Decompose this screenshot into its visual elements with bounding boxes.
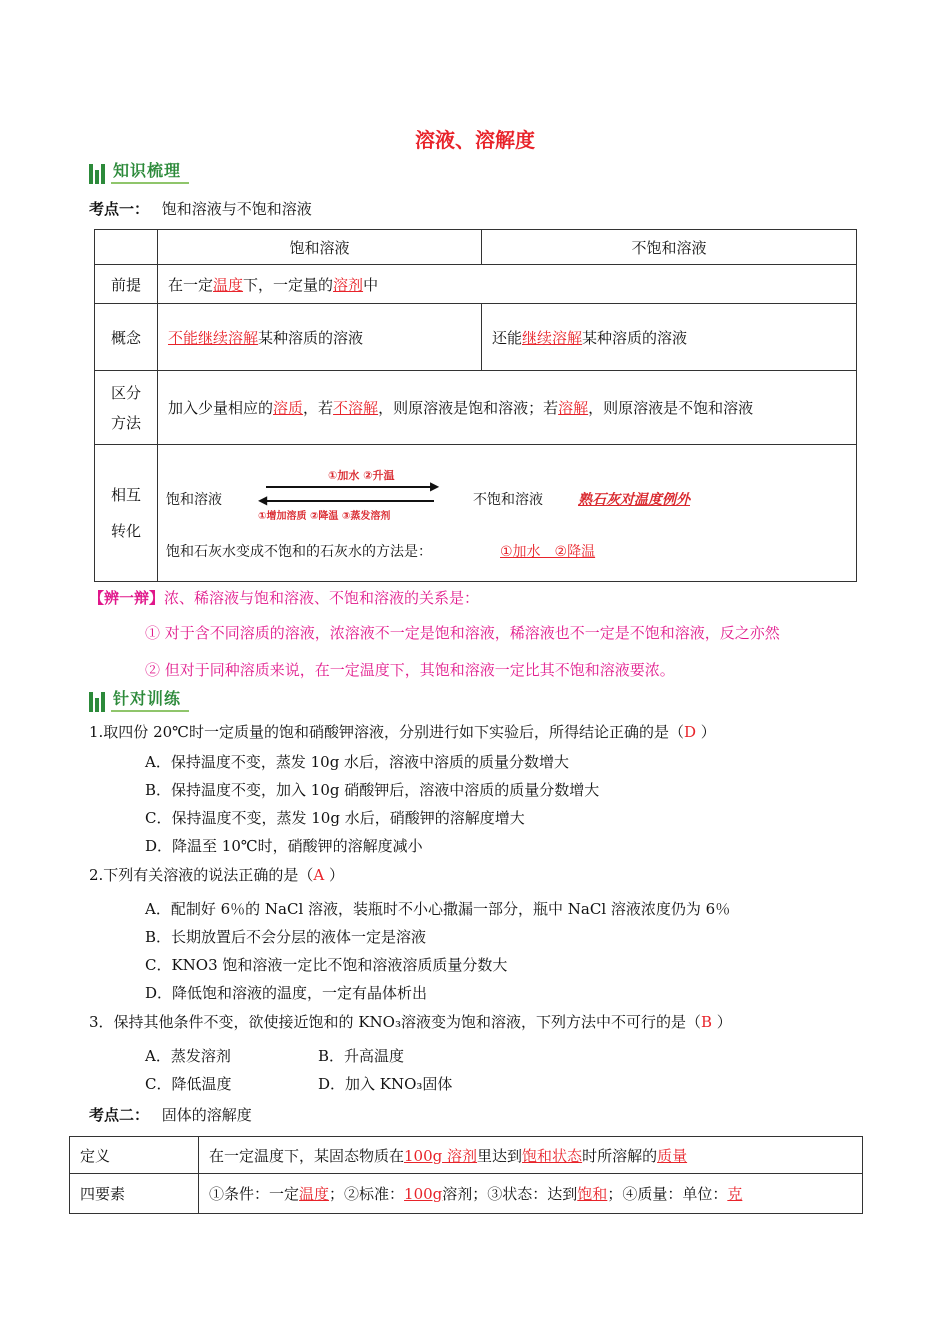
key-point-prefix: 考点二：	[89, 1106, 150, 1124]
text: ）	[324, 866, 344, 884]
text: 加入少量相应的	[168, 399, 274, 417]
saturation-table	[94, 229, 857, 582]
table-row-definition	[70, 1137, 863, 1174]
answer-text: 100g 溶剂	[404, 1146, 478, 1165]
row-label-line: 方法	[110, 413, 141, 432]
row-label: 前提	[95, 265, 158, 304]
key-point-prefix: 考点一：	[89, 200, 150, 218]
lime-water-answer: ①加水 ②降温	[500, 544, 596, 560]
table-header-row	[95, 230, 857, 265]
table-row-method	[95, 371, 857, 445]
text: 中	[363, 275, 379, 294]
concept-unsaturated-cell	[482, 304, 857, 371]
question-3-stem	[89, 1008, 732, 1036]
section-bars-icon	[89, 692, 105, 712]
key-point-1	[89, 198, 312, 219]
option-a: A．蒸发溶剂	[145, 1047, 231, 1065]
discussion-item-2: ② 但对于同种溶质来说，在一定温度下，其饱和溶液一定比其不饱和溶液要浓。	[145, 661, 675, 679]
table-row-concept	[95, 304, 857, 371]
row-label: 四要素	[70, 1174, 199, 1214]
solubility-table	[69, 1136, 863, 1214]
text: 2.下列有关溶液的说法正确的是（	[89, 866, 314, 884]
premise-cell	[158, 265, 857, 304]
answer-text: 温度	[213, 275, 244, 294]
row-label: 概念	[95, 304, 158, 371]
lime-water-text: 饱和石灰水变成不饱和的石灰水的方法是：	[166, 544, 432, 560]
definition-cell	[199, 1137, 863, 1174]
text: 里达到	[477, 1146, 523, 1165]
exception-note: 熟石灰对温度例外	[578, 492, 690, 508]
text: ；②标准：	[329, 1185, 405, 1203]
discussion-heading	[89, 587, 479, 608]
header-unsaturated: 不饱和溶液	[482, 230, 857, 265]
answer-text: 饱和	[577, 1185, 608, 1203]
answer-text: 100g	[404, 1185, 443, 1203]
page-title: 溶液、溶解度	[415, 128, 535, 152]
elements-cell	[199, 1174, 863, 1214]
section-bars-icon	[89, 164, 105, 184]
answer-text: 克	[727, 1185, 743, 1203]
row-label	[95, 445, 158, 582]
text: 某种溶质的溶液	[258, 328, 364, 347]
option-b: B．升高温度	[318, 1047, 405, 1065]
row-label-line: 转化	[110, 522, 141, 540]
answer-text: 溶质	[273, 399, 304, 417]
row-label	[95, 371, 158, 445]
key-point-text: 饱和溶液与不饱和溶液	[161, 200, 312, 218]
answer-text: 饱和状态	[522, 1146, 583, 1165]
text: ，则原溶液是不饱和溶液	[588, 399, 754, 417]
option-a: A．保持温度不变，蒸发 10g 水后，溶液中溶质的质量分数增大	[145, 753, 570, 771]
answer-text: 溶解	[558, 399, 589, 417]
text: 1.取四份 20℃时一定质量的饱和硝酸钾溶液，分别进行如下实验后，所得结论正确的是（	[89, 723, 684, 741]
text: ）	[712, 1013, 732, 1031]
backward-arrow	[264, 500, 434, 502]
convert-cell	[158, 445, 857, 582]
key-point-text: 固体的溶解度	[161, 1106, 252, 1124]
answer-text: 质量	[657, 1146, 688, 1165]
text: 溶剂；③状态：达到	[442, 1185, 578, 1203]
saturated-label: 饱和溶液	[166, 492, 222, 508]
row-label-line: 相互	[110, 486, 141, 504]
option-d: D．降低饱和溶液的温度，一定有晶体析出	[145, 984, 428, 1002]
option-c: C．保持温度不变，蒸发 10g 水后，硝酸钾的溶解度增大	[145, 809, 525, 827]
convert-diagram	[158, 445, 856, 581]
method-cell	[158, 371, 857, 445]
option-c: C．降低温度	[145, 1075, 232, 1093]
text: ；④质量：单位：	[607, 1185, 728, 1203]
answer-text: 不溶解	[333, 399, 379, 417]
question-1-stem	[89, 718, 716, 746]
section-header-knowledge	[89, 160, 189, 184]
section-label: 知识梳理	[111, 158, 189, 184]
row-label: 定义	[70, 1137, 199, 1174]
table-row-convert	[95, 445, 857, 582]
text: ，若	[303, 399, 334, 417]
text: 某种溶质的溶液	[582, 328, 688, 347]
text: 3．保持其他条件不变，欲使接近饱和的 KNO₃溶液变为饱和溶液，下列方法中不可行的是（	[89, 1013, 701, 1031]
answer-text: 不能继续溶解	[168, 328, 259, 347]
text: 时所溶解的	[582, 1146, 658, 1165]
discussion-tag: 【辨一辩】	[89, 589, 165, 607]
concept-saturated-cell	[158, 304, 482, 371]
text: ，则原溶液是饱和溶液；若	[378, 399, 559, 417]
key-point-2	[89, 1104, 252, 1125]
text: 下，一定量的	[243, 275, 334, 294]
option-d: D．降温至 10℃时，硝酸钾的溶解度减小	[145, 837, 423, 855]
option-c: C．KNO3 饱和溶液一定比不饱和溶液溶质质量分数大	[145, 956, 508, 974]
table-row-elements	[70, 1174, 863, 1214]
option-b: B．保持温度不变，加入 10g 硝酸钾后，溶液中溶质的质量分数增大	[145, 781, 600, 799]
question-2-stem	[89, 861, 344, 889]
header-saturated: 饱和溶液	[158, 230, 482, 265]
discussion-item-1: ① 对于含不同溶质的溶液，浓溶液不一定是饱和溶液，稀溶液也不一定是不饱和溶液，反之亦然	[145, 624, 780, 642]
text: 还能	[492, 328, 523, 347]
answer-text: 温度	[299, 1185, 330, 1203]
forward-arrow	[266, 486, 436, 488]
unsaturated-label: 不饱和溶液	[473, 492, 543, 508]
forward-conditions: ①加水 ②升温	[328, 469, 395, 482]
section-header-practice	[89, 688, 189, 712]
answer-text: B	[700, 1013, 712, 1031]
answer-text: 溶剂	[333, 275, 364, 294]
text: 在一定	[168, 275, 214, 294]
option-b: B．长期放置后不会分层的液体一定是溶液	[145, 928, 427, 946]
table-corner-cell	[95, 230, 158, 265]
option-d: D．加入 KNO₃固体	[318, 1075, 453, 1093]
text: ）	[695, 723, 716, 741]
answer-text: D	[683, 723, 696, 741]
backward-conditions: ①增加溶质 ②降温 ③蒸发溶剂	[258, 511, 391, 522]
option-a: A．配制好 6％的 NaCl 溶液，装瓶时不小心撒漏一部分，瓶中 NaCl 溶液浓度仍为 6％	[145, 900, 731, 918]
answer-text: 继续溶解	[522, 328, 583, 347]
arrow-head-left-icon: ◀	[258, 493, 268, 507]
answer-text: A	[313, 866, 325, 884]
discussion-text: 浓、稀溶液与饱和溶液、不饱和溶液的关系是：	[164, 589, 480, 607]
text: 在一定温度下，某固态物质在	[209, 1146, 405, 1165]
text: ①条件：一定	[209, 1185, 300, 1203]
section-label: 针对训练	[111, 686, 189, 712]
table-row-premise	[95, 265, 857, 304]
row-label-line: 区分	[110, 383, 141, 402]
arrow-head-right-icon: ▶	[430, 479, 440, 493]
